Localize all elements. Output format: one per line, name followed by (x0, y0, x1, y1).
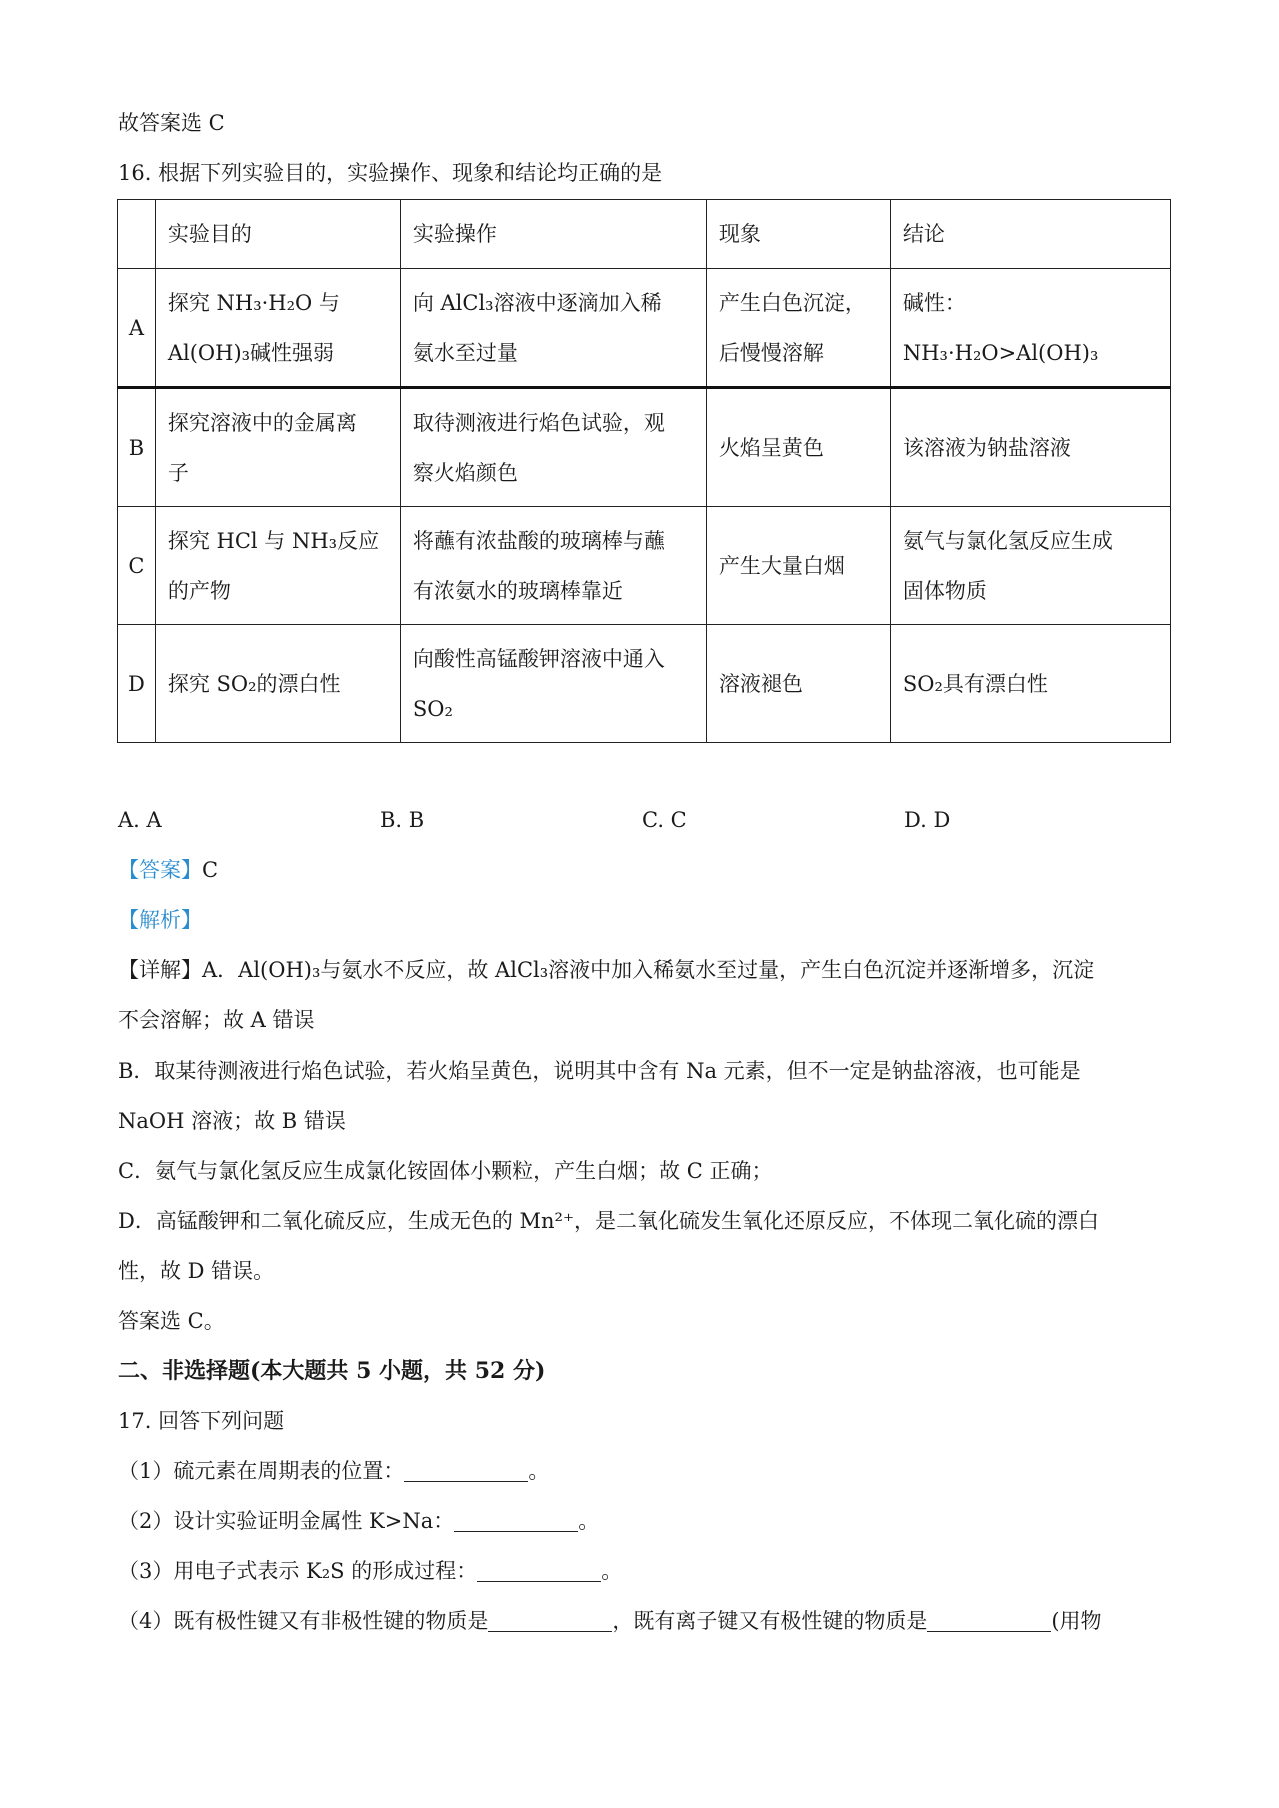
row-letter: A (118, 269, 156, 388)
row-purpose: 探究 HCl 与 NH₃反应 的产物 (155, 507, 400, 625)
row-operation: 向 AlCl₃溶液中逐滴加入稀 氨水至过量 (400, 269, 706, 388)
answer-blank[interactable] (454, 1509, 578, 1532)
question-17-part-4: （4）既有极性键又有非极性键的物质是 ，既有离子键又有极性键的物质是 (用物 (118, 1609, 1102, 1633)
row-operation: 将蘸有浓盐酸的玻璃棒与蘸 有浓氨水的玻璃棒靠近 (400, 507, 706, 625)
table-header-row (118, 200, 1171, 269)
answer-blank[interactable] (404, 1459, 528, 1482)
question-17-stem: 17. 回答下列问题 (118, 1409, 285, 1433)
row-letter: B (118, 388, 156, 507)
experiment-table (117, 199, 1171, 743)
option-d: D. D (904, 808, 951, 832)
row-conclusion: 碱性：NH₃·H₂O>Al(OH)₃ (890, 269, 1170, 388)
detail-c-line: C．氨气与氯化氢反应生成氯化铵固体小颗粒，产生白烟；故 C 正确； (118, 1159, 773, 1183)
answer-value: C (202, 858, 219, 882)
row-conclusion: 该溶液为钠盐溶液 (890, 388, 1170, 507)
question-17-part-2: （2）设计实验证明金属性 K>Na： 。 (118, 1509, 600, 1533)
final-answer: 答案选 C。 (118, 1309, 225, 1333)
answer-line (118, 855, 218, 885)
answer-options (118, 808, 1168, 838)
row-letter: C (118, 507, 156, 625)
row-purpose: 探究溶液中的金属离 子 (155, 388, 400, 507)
question-17-part-3: （3）用电子式表示 K₂S 的形成过程： 。 (118, 1559, 623, 1583)
option-c: C. C (642, 808, 687, 832)
detail-a-line-2: 不会溶解；故 A 错误 (118, 1008, 315, 1032)
row-phenomenon: 溶液褪色 (706, 625, 890, 743)
analysis-label: 【解析】 (118, 908, 202, 932)
answer-blank[interactable] (927, 1609, 1051, 1632)
detail-label: 【详解】 (118, 958, 202, 982)
question-17-part-1: （1）硫元素在周期表的位置： 。 (118, 1459, 550, 1483)
table-row (118, 625, 1171, 743)
option-a: A. A (118, 808, 162, 832)
row-operation: 向酸性高锰酸钾溶液中通入 SO₂ (400, 625, 706, 743)
row-phenomenon: 火焰呈黄色 (706, 388, 890, 507)
header-corner-cell (118, 200, 156, 269)
section-heading: 二、非选择题(本大题共 5 小题，共 52 分) (118, 1358, 546, 1384)
row-phenomenon: 产生白色沉淀， 后慢慢溶解 (706, 269, 890, 388)
detail-d-line-1: D．高锰酸钾和二氧化硫反应，生成无色的 Mn²⁺，是二氧化硫发生氧化还原反应，不体现二氧化硫的漂白 (118, 1209, 1100, 1233)
header-operation: 实验操作 (400, 200, 706, 269)
row-purpose: 探究 SO₂的漂白性 (155, 625, 400, 743)
answer-label: 【答案】 (118, 858, 202, 882)
header-purpose: 实验目的 (155, 200, 400, 269)
header-phenomenon: 现象 (706, 200, 890, 269)
prev-answer-line: 故答案选 C (118, 111, 225, 135)
detail-a-line-1: 【详解】A．Al(OH)₃与氨水不反应，故 AlCl₃溶液中加入稀氨水至过量，产生白色沉淀并逐渐增多，沉淀 (118, 958, 1095, 982)
table-row (118, 388, 1171, 507)
answer-blank[interactable] (488, 1609, 612, 1632)
row-conclusion: 氨气与氯化氢反应生成 固体物质 (890, 507, 1170, 625)
header-conclusion: 结论 (890, 200, 1170, 269)
question-16-stem: 16. 根据下列实验目的，实验操作、现象和结论均正确的是 (118, 161, 663, 185)
detail-d-line-2: 性，故 D 错误。 (118, 1259, 275, 1283)
answer-blank[interactable] (477, 1559, 601, 1582)
detail-b-line-2: NaOH 溶液；故 B 错误 (118, 1109, 346, 1133)
table-row (118, 507, 1171, 625)
option-b: B. B (380, 808, 425, 832)
row-operation: 取待测液进行焰色试验，观 察火焰颜色 (400, 388, 706, 507)
row-conclusion: SO₂具有漂白性 (890, 625, 1170, 743)
detail-b-line-1: B．取某待测液进行焰色试验，若火焰呈黄色，说明其中含有 Na 元素，但不一定是钠盐溶液，也可能是 (118, 1059, 1081, 1083)
row-letter: D (118, 625, 156, 743)
table-row (118, 269, 1171, 388)
row-purpose: 探究 NH₃·H₂O 与 Al(OH)₃碱性强弱 (155, 269, 400, 388)
row-phenomenon: 产生大量白烟 (706, 507, 890, 625)
